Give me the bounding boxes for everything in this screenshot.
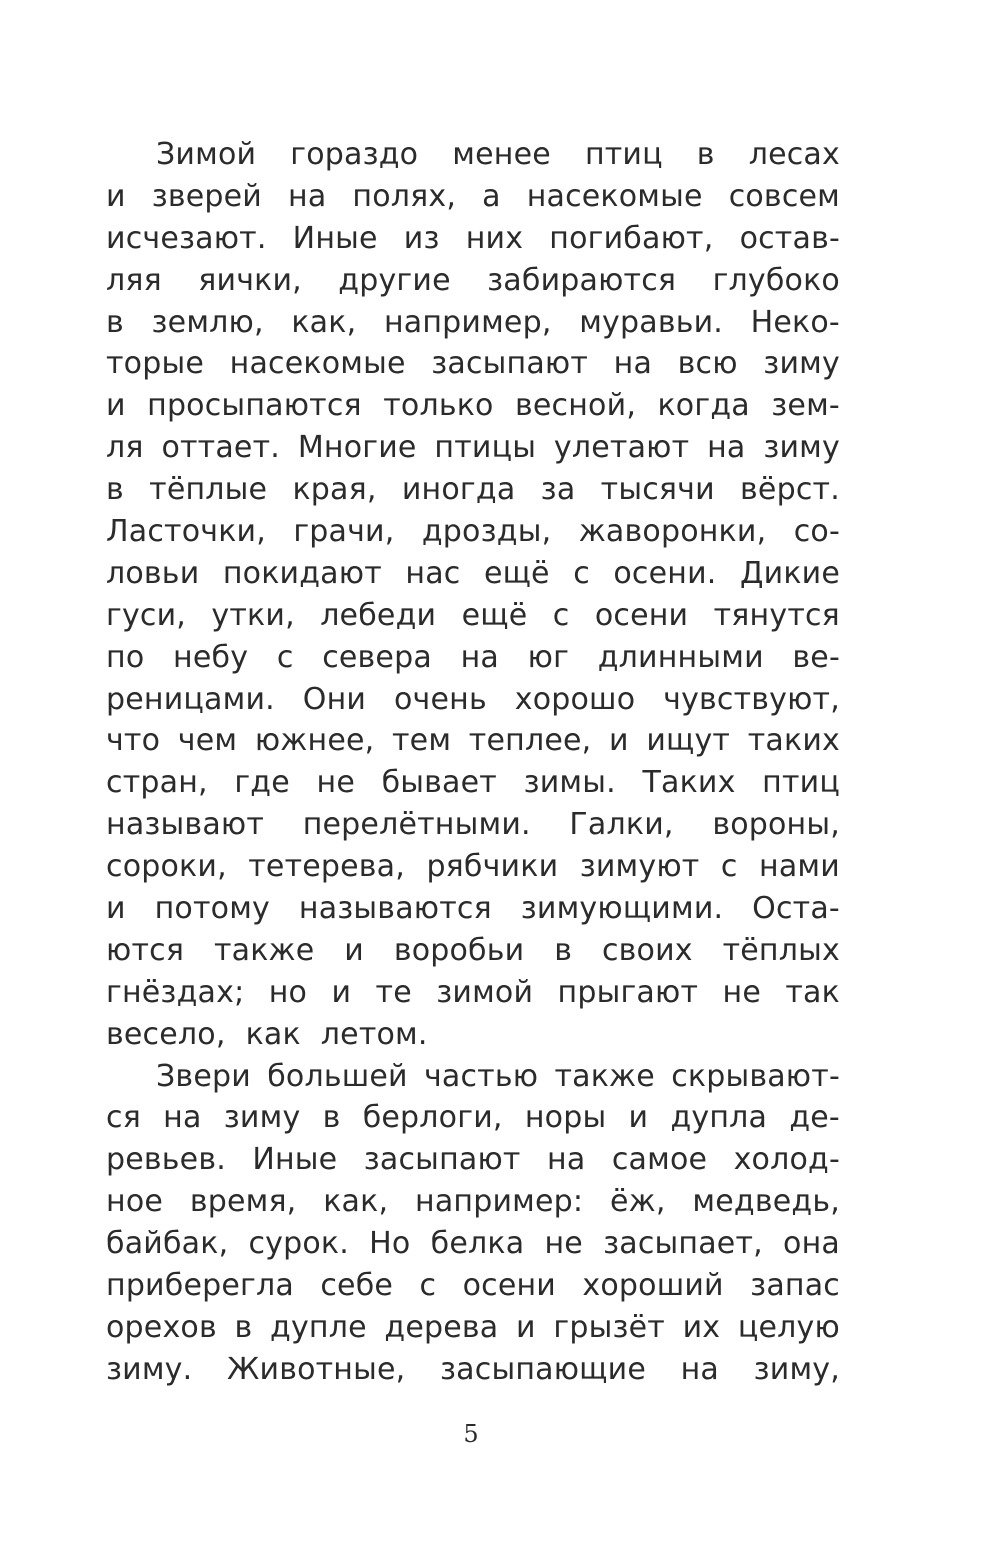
word: Оста- xyxy=(752,891,840,927)
word: осени xyxy=(462,1268,556,1304)
word: теплее, xyxy=(468,723,592,759)
word: не xyxy=(544,1226,583,1262)
word: гораздо xyxy=(290,137,419,172)
text-line xyxy=(106,888,840,930)
word: дупле xyxy=(270,1309,367,1345)
word: Иные xyxy=(292,220,378,256)
word: полях, xyxy=(352,178,457,214)
word: осени. xyxy=(613,555,717,591)
word: ся xyxy=(106,1100,141,1136)
word: прыгают xyxy=(557,974,699,1010)
word: ещё xyxy=(461,597,528,633)
word: Таких xyxy=(642,765,736,801)
word: называют xyxy=(106,807,265,843)
word: берлоги, xyxy=(362,1100,503,1136)
word: потому xyxy=(154,891,270,927)
word: байбак, xyxy=(106,1226,229,1262)
word: осени xyxy=(594,597,689,633)
word: медведь, xyxy=(692,1184,840,1220)
word: тёплые xyxy=(149,472,268,508)
word: их xyxy=(682,1309,721,1345)
word: Ласточки, xyxy=(106,514,266,550)
word: Многие xyxy=(297,430,417,466)
word: рябчики xyxy=(426,849,559,885)
word: скрывают- xyxy=(671,1058,840,1094)
page-number: 5 xyxy=(463,1420,479,1448)
word: дерева xyxy=(384,1309,499,1345)
text-line xyxy=(106,1181,840,1223)
word: и xyxy=(516,1309,536,1345)
word: грачи, xyxy=(293,514,395,550)
word: с xyxy=(419,1268,437,1304)
word: засыпают xyxy=(363,1142,521,1178)
word: погибают, xyxy=(549,220,714,256)
word: юг xyxy=(527,639,570,675)
word: покидают xyxy=(222,555,382,591)
word: ревьев. xyxy=(106,1142,226,1178)
word: глубоко xyxy=(712,262,840,298)
word: Галки, xyxy=(569,807,674,843)
word: например: xyxy=(415,1184,584,1220)
word: зем- xyxy=(771,388,840,424)
word: птиц xyxy=(762,765,840,801)
word: вороны, xyxy=(712,807,840,843)
word: оттает. xyxy=(161,430,280,466)
word: не xyxy=(316,765,355,801)
word: на xyxy=(680,1351,720,1387)
text-line xyxy=(106,595,840,637)
word: лесах xyxy=(748,137,840,172)
word: своих xyxy=(601,932,693,968)
word: частью xyxy=(423,1058,539,1094)
text-line xyxy=(106,176,840,218)
word: ля xyxy=(106,430,144,466)
word: Они xyxy=(302,681,367,717)
word: чем xyxy=(177,723,238,759)
word: и xyxy=(609,723,629,759)
word: ве- xyxy=(792,639,840,675)
text-line xyxy=(106,679,840,721)
text-line xyxy=(106,972,840,1014)
word: на xyxy=(707,430,746,466)
word: и xyxy=(106,388,126,424)
text-line xyxy=(106,762,840,804)
word: с xyxy=(573,555,590,591)
text-line xyxy=(106,134,840,176)
word: как xyxy=(245,1016,301,1052)
text-line xyxy=(106,385,840,427)
word: также xyxy=(554,1058,655,1094)
word: а xyxy=(482,178,501,214)
word: на xyxy=(163,1100,202,1136)
word: зиму xyxy=(223,1100,301,1136)
word: холод- xyxy=(733,1142,840,1178)
word: также xyxy=(213,932,315,968)
word: когда xyxy=(657,388,750,424)
word: стран, xyxy=(106,765,208,801)
word: те xyxy=(375,974,412,1010)
word: ловьи xyxy=(106,555,200,591)
text-line xyxy=(106,1265,840,1307)
word: в xyxy=(554,932,573,968)
word: зиму xyxy=(763,430,840,466)
word: забираются xyxy=(487,262,677,298)
word: зиму. xyxy=(106,1351,193,1387)
word: время, xyxy=(189,1184,297,1220)
word: хороший xyxy=(582,1268,724,1304)
word: в xyxy=(106,472,124,508)
word: в xyxy=(234,1309,253,1345)
word: насекомые xyxy=(526,178,703,214)
word: таких xyxy=(747,723,840,759)
word: зимой xyxy=(436,974,534,1010)
word: яички, xyxy=(198,262,302,298)
word: белка xyxy=(430,1226,525,1262)
word: гуси, xyxy=(106,597,187,633)
text-line xyxy=(106,260,840,302)
word: небу xyxy=(173,639,249,675)
word: птицы xyxy=(434,430,537,466)
word: так xyxy=(785,974,840,1010)
word: Неко- xyxy=(750,304,840,340)
word: где xyxy=(234,765,290,801)
text-line xyxy=(106,1014,840,1056)
word: менее xyxy=(452,137,551,172)
word: себе xyxy=(320,1268,394,1304)
text-line xyxy=(106,343,840,385)
word: сороки, xyxy=(106,849,227,885)
word: длинными xyxy=(597,639,764,675)
word: она xyxy=(783,1226,840,1262)
text-line xyxy=(106,1307,840,1349)
word: со- xyxy=(793,514,840,550)
word: совсем xyxy=(728,178,840,214)
word: тетерева, xyxy=(248,849,406,885)
word: не xyxy=(722,974,761,1010)
word: ляя xyxy=(106,262,162,298)
text-line xyxy=(106,1097,840,1139)
word: в xyxy=(322,1100,341,1136)
word: приберегла xyxy=(106,1268,294,1304)
word: засыпает, xyxy=(603,1226,763,1262)
word: норы xyxy=(524,1100,607,1136)
word: запас xyxy=(750,1268,840,1304)
word: бывает xyxy=(381,765,497,801)
word: ное xyxy=(106,1184,164,1220)
word: как, xyxy=(291,304,357,340)
word: целую xyxy=(737,1309,840,1345)
word: с xyxy=(720,849,738,885)
word: зимы. xyxy=(523,765,616,801)
word: улетают xyxy=(553,430,690,466)
word: только xyxy=(383,388,494,424)
text-line xyxy=(106,553,840,595)
word: другие xyxy=(338,262,451,298)
text-line xyxy=(106,804,840,846)
word: летом. xyxy=(320,1016,428,1052)
text-line xyxy=(106,511,840,553)
word: птиц xyxy=(584,137,663,172)
word: Иные xyxy=(252,1142,338,1178)
text-line xyxy=(106,1139,840,1181)
word: весело, xyxy=(106,1016,226,1052)
word: на xyxy=(460,639,499,675)
word: тёплых xyxy=(722,932,840,968)
word: с xyxy=(276,639,294,675)
word: просыпаются xyxy=(147,388,362,424)
word: зиму xyxy=(763,346,840,382)
word: и xyxy=(331,974,352,1010)
text-line xyxy=(106,427,840,469)
text-line xyxy=(106,637,840,679)
word: края, xyxy=(292,472,377,508)
word: муравьи. xyxy=(579,304,724,340)
word: тысячи xyxy=(600,472,715,508)
word: зимуют xyxy=(579,849,700,885)
word: например, xyxy=(383,304,552,340)
word: гнёздах; xyxy=(106,974,245,1010)
word: воробьи xyxy=(393,932,525,968)
word: чувствуют, xyxy=(663,681,840,717)
text-line xyxy=(106,930,840,972)
text-line xyxy=(106,1349,840,1391)
word: вёрст. xyxy=(740,472,840,508)
word: но xyxy=(268,974,308,1010)
word: как, xyxy=(323,1184,389,1220)
word: перелётными. xyxy=(302,807,531,843)
word: Но xyxy=(369,1226,411,1262)
word: тянутся xyxy=(713,597,840,633)
word: самое xyxy=(611,1142,708,1178)
word: де- xyxy=(789,1100,840,1136)
word: и xyxy=(106,891,126,927)
word: засыпающие xyxy=(440,1351,646,1387)
word: южнее, xyxy=(254,723,375,759)
word: торые xyxy=(106,346,205,382)
word: дупла xyxy=(670,1100,768,1136)
word: ещё xyxy=(483,555,550,591)
word: и xyxy=(106,178,126,214)
word: лебеди xyxy=(320,597,437,633)
text-line xyxy=(106,218,840,260)
word: по xyxy=(106,639,145,675)
text-line xyxy=(106,469,840,511)
word: ются xyxy=(106,932,185,968)
word: и xyxy=(344,932,364,968)
word: за xyxy=(540,472,576,508)
word: землю, xyxy=(151,304,264,340)
word: реницами. xyxy=(106,681,275,717)
word: хорошо xyxy=(514,681,636,717)
word: и xyxy=(628,1100,649,1136)
word: на xyxy=(547,1142,586,1178)
word: них xyxy=(465,220,524,256)
word: на xyxy=(613,346,653,382)
word: очень xyxy=(394,681,487,717)
word: тем xyxy=(392,723,452,759)
word: орехов xyxy=(106,1309,217,1345)
word: Дикие xyxy=(739,555,840,591)
word: большей xyxy=(267,1058,408,1094)
word: дрозды, xyxy=(421,514,552,550)
word: насекомые xyxy=(229,346,406,382)
word: ёж, xyxy=(610,1184,666,1220)
body-text xyxy=(106,134,840,1391)
text-line xyxy=(106,720,840,762)
word: грызёт xyxy=(553,1309,665,1345)
word: ищут xyxy=(646,723,731,759)
word: Животные, xyxy=(226,1351,406,1387)
text-line xyxy=(106,1223,840,1265)
word: в xyxy=(106,304,124,340)
word: на xyxy=(288,178,327,214)
word: с xyxy=(552,597,570,633)
word: исчезают. xyxy=(106,220,267,256)
text-line xyxy=(106,846,840,888)
word: нами xyxy=(759,849,840,885)
word: Звери xyxy=(156,1058,251,1094)
word: Зимой xyxy=(156,137,257,172)
word: в xyxy=(696,137,715,172)
text-line xyxy=(106,1056,840,1098)
word: утки, xyxy=(211,597,295,633)
word: жаворонки, xyxy=(578,514,767,550)
word: зимующими. xyxy=(520,891,724,927)
word: засыпают xyxy=(431,346,589,382)
word: иногда xyxy=(401,472,516,508)
word: сурок. xyxy=(248,1226,349,1262)
word: нас xyxy=(405,555,461,591)
word: севера xyxy=(322,639,432,675)
word: остав- xyxy=(739,220,840,256)
word: зверей xyxy=(151,178,262,214)
word: весной, xyxy=(515,388,637,424)
word: зиму, xyxy=(753,1351,840,1387)
text-line xyxy=(106,302,840,344)
word: всю xyxy=(677,346,738,382)
word: из xyxy=(403,220,440,256)
word: что xyxy=(106,723,161,759)
word: называются xyxy=(298,891,492,927)
